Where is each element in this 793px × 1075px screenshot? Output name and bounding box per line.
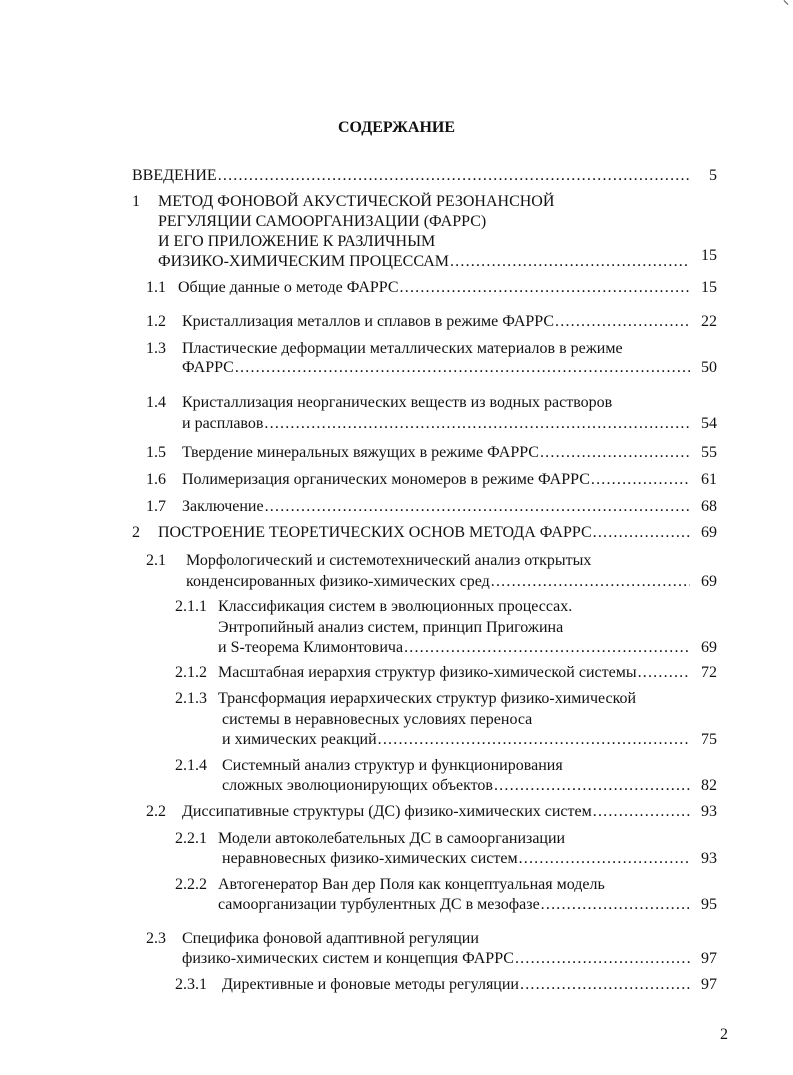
- entry-number: 2.1: [146, 552, 166, 569]
- entry-title-text: системы в неравновесных условиях переноса: [222, 711, 533, 728]
- entry-page-number: 68: [701, 498, 717, 515]
- dot-leader: [378, 730, 690, 750]
- dot-leader: [400, 278, 690, 298]
- entry-title-line: [182, 312, 690, 332]
- dot-leader: [591, 470, 690, 490]
- entry-page-number: 93: [701, 803, 717, 820]
- entry-page-number: 95: [701, 896, 717, 913]
- entry-title-text: физико-химических систем и концепция ФАРРС: [182, 950, 514, 967]
- entry-number: 2.2: [146, 803, 166, 820]
- entry-title-line: [222, 975, 690, 995]
- entry-title-line: [182, 470, 690, 490]
- dot-leader: [218, 166, 690, 186]
- entry-number: 2: [132, 524, 140, 541]
- entry-title-text: МЕТОД ФОНОВОЙ АКУСТИЧЕСКОЙ РЕЗОНАНСНОЙ: [158, 193, 555, 210]
- scan-mark: [784, 0, 789, 5]
- entry-page-number: 15: [701, 279, 717, 296]
- entry-title-line: [182, 497, 690, 517]
- entry-title-line: [158, 252, 690, 272]
- entry-title-text: Полимеризация органических мономеров в режиме ФАРРС: [182, 471, 590, 488]
- entry-title-line: [186, 551, 591, 571]
- entry-title-text: ВВЕДЕНИЕ: [132, 167, 217, 184]
- entry-title-text: Пластические деформации металлических материалов в режиме: [182, 340, 623, 357]
- entry-title-text: Модели автоколебательных ДС в самоорганизации: [218, 830, 566, 847]
- dot-leader: [494, 776, 690, 796]
- entry-title-line: [182, 339, 623, 359]
- dot-leader: [235, 358, 690, 378]
- entry-number: 2.3: [146, 930, 166, 947]
- entry-page-number: 69: [701, 639, 717, 656]
- entry-number: 1.4: [146, 394, 166, 411]
- entry-title-text: и S-теорема Климонтовича: [218, 639, 404, 656]
- entry-title-line: [178, 278, 690, 298]
- dot-leader: [593, 802, 690, 822]
- entry-title-line: [182, 949, 690, 969]
- entry-title-text: ФАРРС: [182, 359, 234, 376]
- entry-number: 1: [132, 193, 140, 210]
- dot-leader: [264, 414, 690, 434]
- entry-title-line: [222, 710, 532, 730]
- entry-title-line: [132, 166, 690, 186]
- entry-page-number: 61: [701, 471, 717, 488]
- dot-leader: [540, 443, 690, 463]
- entry-page-number: 72: [701, 664, 717, 681]
- entry-number: 2.1.2: [175, 664, 207, 681]
- entry-title-line: [218, 663, 690, 683]
- entry-title-line: [218, 875, 605, 895]
- dot-leader: [515, 949, 690, 969]
- dot-leader: [555, 312, 690, 332]
- entry-number: 2.3.1: [175, 976, 207, 993]
- dot-leader: [519, 849, 690, 869]
- entry-title-line: [222, 730, 690, 750]
- entry-title-line: [158, 192, 554, 212]
- entry-title-line: [218, 895, 690, 915]
- entry-page-number: 15: [701, 247, 717, 264]
- entry-title-text: Специфика фоновой адаптивной регуляции: [182, 930, 479, 947]
- entry-title-line: [182, 443, 690, 463]
- entry-title-text: Кристаллизация неорганических веществ из водных растворов: [182, 394, 613, 411]
- entry-number: 1.6: [146, 471, 166, 488]
- entry-title-text: и расплавов: [182, 415, 264, 432]
- entry-title-text: Системный анализ структур и функционирования: [222, 757, 563, 774]
- entry-number: 1.7: [146, 498, 166, 515]
- dot-leader: [265, 497, 690, 517]
- entry-title-text: Масштабная иерархия структур физико-химической системы: [218, 664, 637, 681]
- entry-title-text: Энтропийный анализ систем, принцип Пригожина: [218, 619, 564, 636]
- entry-title-text: Общие данные о методе ФАРРС: [178, 279, 399, 296]
- entry-title-line: [218, 618, 563, 638]
- entry-title-text: РЕГУЛЯЦИИ САМООРГАНИЗАЦИИ (ФАРРС): [158, 213, 487, 230]
- entry-number: 2.1.1: [175, 598, 207, 615]
- entry-title-text: Директивные и фоновые методы регуляции: [222, 976, 519, 993]
- entry-title-text: ФИЗИКО-ХИМИЧЕСКИМ ПРОЦЕССАМ: [158, 253, 449, 270]
- entry-title-line: [218, 638, 690, 658]
- entry-title-line: [218, 597, 572, 617]
- entry-title-line: [222, 756, 563, 776]
- entry-title-line: [158, 232, 435, 252]
- entry-title-line: [182, 929, 479, 949]
- dot-leader: [520, 975, 690, 995]
- entry-title-text: Заключение: [182, 498, 264, 515]
- entry-title-text: Автогенератор Ван дер Поля как концептуальная модель: [218, 876, 605, 893]
- entry-title-line: [158, 523, 690, 543]
- dot-leader: [491, 572, 690, 592]
- entry-page-number: 82: [701, 777, 717, 794]
- entry-number: 2.1.4: [175, 757, 207, 774]
- entry-title-text: Классификация систем в эволюционных процессах.: [218, 598, 573, 615]
- page-number: 2: [720, 1026, 728, 1043]
- entry-title-line: [222, 776, 690, 796]
- entry-title-line: [222, 849, 690, 869]
- entry-title-text: самоорганизации турбулентных ДС в мезофазе: [218, 896, 540, 913]
- entry-title-text: И ЕГО ПРИЛОЖЕНИЕ К РАЗЛИЧНЫМ: [158, 233, 436, 250]
- page-title: СОДЕРЖАНИЕ: [337, 119, 456, 136]
- entry-page-number: 75: [701, 731, 717, 748]
- entry-title-text: конденсированных физико-химических сред: [186, 573, 490, 590]
- entry-number: 2.1.3: [175, 690, 207, 707]
- entry-title-line: [182, 393, 612, 413]
- dot-leader: [593, 523, 690, 543]
- entry-page-number: 93: [701, 850, 717, 867]
- entry-page-number: 69: [701, 524, 717, 541]
- entry-title-line: [158, 212, 486, 232]
- dot-leader: [541, 895, 690, 915]
- entry-title-text: и химических реакций: [222, 731, 377, 748]
- entry-page-number: 69: [701, 573, 717, 590]
- entry-page-number: 97: [701, 950, 717, 967]
- entry-page-number: 5: [709, 167, 717, 184]
- dot-leader: [404, 638, 690, 658]
- entry-number: 2.2.2: [175, 876, 207, 893]
- entry-title-line: [182, 802, 690, 822]
- entry-title-line: [182, 414, 690, 434]
- entry-title-text: сложных эволюционирующих объектов: [222, 777, 493, 794]
- entry-number: 1.5: [146, 444, 166, 461]
- entry-title-text: ПОСТРОЕНИЕ ТЕОРЕТИЧЕСКИХ ОСНОВ МЕТОДА ФАРРС: [158, 524, 592, 541]
- entry-title-text: Морфологический и системотехнический анализ открытых: [186, 552, 592, 569]
- entry-title-line: [182, 358, 690, 378]
- entry-title-text: Диссипативные структуры (ДС) физико-химических систем: [182, 803, 592, 820]
- entry-title-text: Твердение минеральных вяжущих в режиме ФАРРС: [182, 444, 539, 461]
- entry-page-number: 97: [701, 976, 717, 993]
- entry-number: 1.3: [146, 340, 166, 357]
- entry-page-number: 50: [701, 359, 717, 376]
- entry-title-text: Кристаллизация металлов и сплавов в режиме ФАРРС: [182, 313, 555, 330]
- entry-title-line: [218, 689, 636, 709]
- entry-number: 2.2.1: [175, 830, 207, 847]
- dot-leader: [638, 663, 690, 683]
- entry-title-text: неравновесных физико-химических систем: [222, 850, 518, 867]
- entry-number: 1.1: [146, 279, 166, 296]
- dot-leader: [450, 252, 690, 272]
- entry-title-text: Трансформация иерархических структур физико-химической: [218, 690, 637, 707]
- entry-page-number: 54: [701, 415, 717, 432]
- entry-page-number: 22: [701, 313, 717, 330]
- entry-title-line: [186, 572, 690, 592]
- entry-title-line: [218, 829, 565, 849]
- entry-page-number: 55: [701, 444, 717, 461]
- entry-number: 1.2: [146, 313, 166, 330]
